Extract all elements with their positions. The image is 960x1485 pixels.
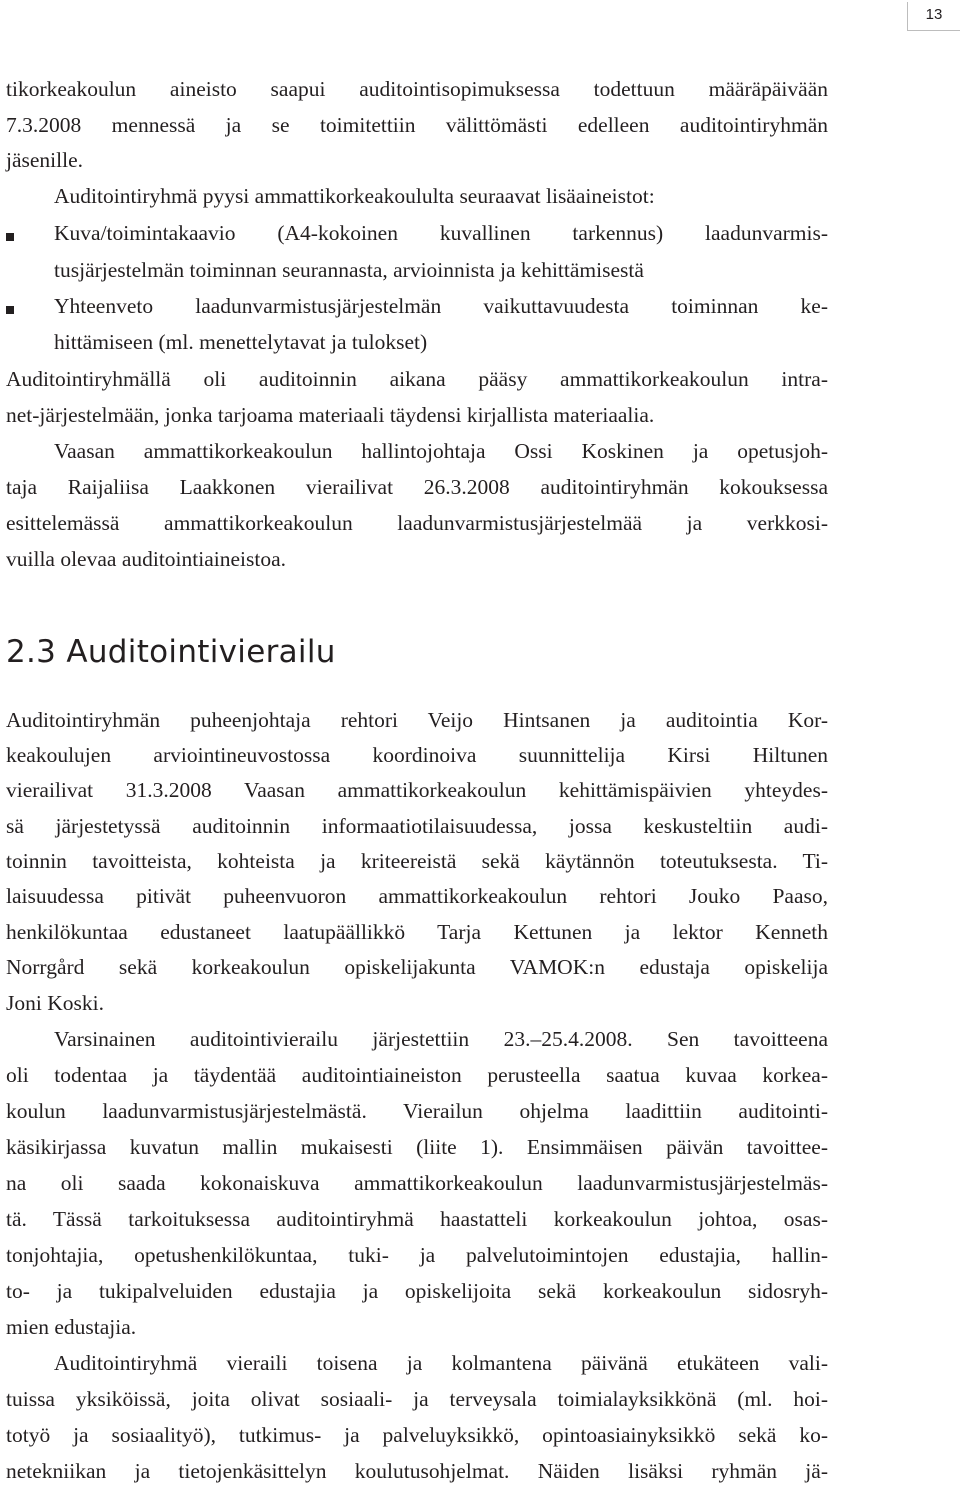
body-text-line: esittelemässä ammattikorkeakoulun laadunvarmistusjärjestelmää ja verkkosi- xyxy=(6,511,828,535)
body-text-line: Auditointiryhmä pyysi ammattikorkeakoululta seuraavat lisäaineistot: xyxy=(54,184,655,208)
body-text-line: vuilla olevaa auditointiaineistoa. xyxy=(6,547,287,571)
body-text-line: Varsinainen auditointivierailu järjestettiin 23.–25.4.2008. Sen tavoitteena xyxy=(54,1027,828,1051)
bullet-text-line: tusjärjestelmän toiminnan seurannasta, arvioinnista ja kehittämisestä xyxy=(54,258,644,282)
body-text-line: laisuudessa pitivät puheenvuoron ammattikorkeakoulun rehtori Jouko Paaso, xyxy=(6,884,828,908)
body-text-line: tuissa yksiköissä, joita olivat sosiaali- ja terveysala toimialayksikkönä (ml. hoi- xyxy=(6,1387,828,1411)
section-heading: 2.3 Auditointivierailu xyxy=(6,634,336,670)
body-text-line: Joni Koski. xyxy=(6,991,104,1015)
body-text-line: Norrgård sekä korkeakoulun opiskelijakunta VAMOK:n edustaja opiskelija xyxy=(6,955,828,979)
bullet-icon xyxy=(6,233,14,241)
body-text-line: jäsenille. xyxy=(6,148,84,172)
body-text-line: totyö ja sosiaalityö), tutkimus- ja palveluyksikkö, opintoasiainyksikkö sekä ko- xyxy=(6,1423,828,1447)
body-text-line: sä järjestetyssä auditoinnin informaatiotilaisuudessa, jossa keskusteltiin audi- xyxy=(6,814,828,838)
body-text-line: Auditointiryhmä vieraili toisena ja kolmantena päivänä etukäteen vali- xyxy=(54,1351,828,1375)
body-text-line: käsikirjassa kuvatun mallin mukaisesti (liite 1). Ensimmäisen päivän tavoittee- xyxy=(6,1135,828,1159)
bullet-text-line: Yhteenveto laadunvarmistusjärjestelmän vaikuttavuudesta toiminnan ke- xyxy=(54,294,828,318)
body-text-line: toinnin tavoitteista, kohteista ja kriteereistä sekä käytännön toteutuksesta. Ti- xyxy=(6,849,828,873)
body-text-line: oli todentaa ja täydentää auditointiaineiston perusteella saatua kuvaa korkea- xyxy=(6,1063,828,1087)
bullet-text-line: hittämiseen (ml. menettelytavat ja tulokset) xyxy=(54,330,428,354)
page-number: 13 xyxy=(907,2,960,31)
body-text-line: to- ja tukipalveluiden edustajia ja opiskelijoita sekä korkeakoulun sidosryh- xyxy=(6,1279,828,1303)
body-text-line: tä. Tässä tarkoituksessa auditointiryhmä haastatteli korkeakoulun johtoa, osas- xyxy=(6,1207,828,1231)
body-text-line: Vaasan ammattikorkeakoulun hallintojohtaja Ossi Koskinen ja opetusjoh- xyxy=(54,439,828,463)
body-text-line: mien edustajia. xyxy=(6,1315,137,1339)
body-text-line: taja Raijaliisa Laakkonen vierailivat 26.3.2008 auditointiryhmän kokouksessa xyxy=(6,475,828,499)
body-text-line: Auditointiryhmän puheenjohtaja rehtori Veijo Hintsanen ja auditointia Kor- xyxy=(6,708,828,732)
body-text-line: netekniikan ja tietojenkäsittelyn koulutusohjelmat. Näiden lisäksi ryhmän jä- xyxy=(6,1459,828,1483)
body-text-line: tonjohtajia, opetushenkilökuntaa, tuki- ja palvelutoimintojen edustajia, hallin- xyxy=(6,1243,828,1267)
bullet-icon xyxy=(6,306,14,314)
body-text-line: 7.3.2008 mennessä ja se toimitettiin välittömästi edelleen auditointiryhmän xyxy=(6,113,828,137)
body-text-line: keakoulujen arviointineuvostossa koordinoiva suunnittelija Kirsi Hiltunen xyxy=(6,743,828,767)
body-text-line: tikorkeakoulun aineisto saapui auditointisopimuksessa todettuun määräpäivään xyxy=(6,77,828,101)
body-text-line: henkilökuntaa edustaneet laatupäällikkö Tarja Kettunen ja lektor Kenneth xyxy=(6,920,828,944)
body-text-line: vierailivat 31.3.2008 Vaasan ammattikorkeakoulun kehittämispäivien yhteydes- xyxy=(6,778,828,802)
body-text-line: Auditointiryhmällä oli auditoinnin aikana pääsy ammattikorkeakoulun intra- xyxy=(6,367,828,391)
body-text-line: net-järjestelmään, jonka tarjoama materiaali täydensi kirjallista materiaalia. xyxy=(6,403,655,427)
body-text-line: koulun laadunvarmistusjärjestelmästä. Vierailun ohjelma laadittiin auditointi- xyxy=(6,1099,828,1123)
body-text-line: na oli saada kokonaiskuva ammattikorkeakoulun laadunvarmistusjärjestelmäs- xyxy=(6,1171,828,1195)
bullet-text-line: Kuva/toimintakaavio (A4-kokoinen kuvallinen tarkennus) laadunvarmis- xyxy=(54,221,828,245)
